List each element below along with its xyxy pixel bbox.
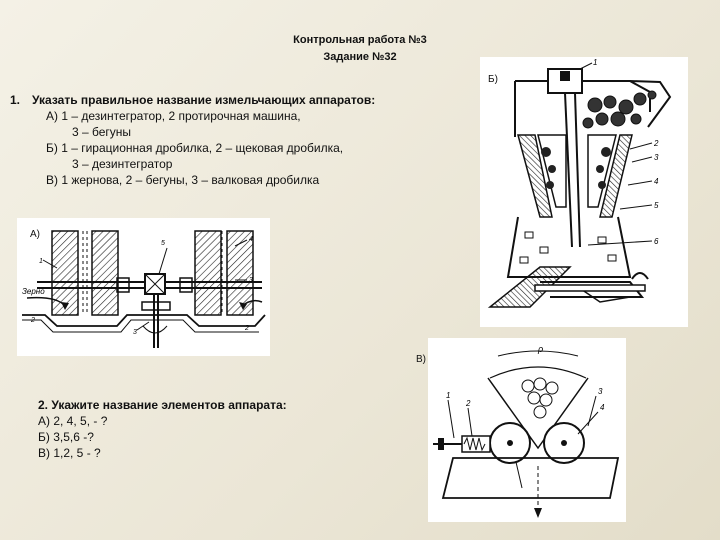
figure-a-number: 2 bbox=[245, 325, 249, 332]
question-1-prompt: Указать правильное название измельчающих аппаратов: bbox=[32, 93, 376, 107]
figure-v bbox=[416, 338, 626, 522]
figure-b bbox=[480, 57, 688, 327]
question-2-prompt: 2. Укажите название элементов аппарата: bbox=[38, 398, 287, 412]
q2-option-v: В) 1,2, 5 - ? bbox=[38, 446, 101, 460]
q2-option-b: Б) 3,5,6 -? bbox=[38, 430, 94, 444]
figure-a bbox=[17, 218, 270, 356]
figure-b-number: 3 bbox=[654, 153, 659, 162]
figure-b-number: 5 bbox=[654, 201, 659, 210]
figure-v-number: 4 bbox=[600, 403, 605, 412]
figure-b-number: 4 bbox=[654, 177, 659, 186]
figure-a-label: А) bbox=[30, 229, 40, 240]
q1-option-b: Б) 1 – гирационная дробилка, 2 – щековая дробилка, bbox=[46, 141, 344, 155]
figure-v-rho-label: ρ bbox=[538, 344, 544, 354]
figure-b-number: 1 bbox=[593, 58, 598, 67]
page-title: Контрольная работа №3 bbox=[293, 34, 427, 46]
figure-b-drawing bbox=[480, 57, 688, 327]
question-1 bbox=[10, 92, 375, 188]
figure-b-number: 6 bbox=[654, 237, 659, 246]
figure-a-number: 3 bbox=[249, 277, 253, 284]
figure-a-number: 3 bbox=[133, 329, 137, 336]
question-2 bbox=[38, 397, 287, 461]
figure-a-number: 2 bbox=[31, 317, 35, 324]
figure-a-grain-label: Зерно bbox=[22, 287, 45, 296]
figure-v-number: 3 bbox=[598, 387, 603, 396]
q1-option-b-cont: 3 – дезинтегратор bbox=[72, 157, 173, 171]
q1-option-a-cont: 3 – бегуны bbox=[72, 125, 132, 139]
question-1-number: 1. bbox=[10, 93, 21, 107]
figure-v-number: 1 bbox=[446, 391, 451, 400]
figure-a-drawing bbox=[17, 218, 270, 356]
figure-a-number: 4 bbox=[249, 236, 253, 243]
figure-b-number: 2 bbox=[654, 139, 659, 148]
figure-v-drawing bbox=[428, 338, 626, 522]
q2-option-a: А) 2, 4, 5, - ? bbox=[38, 414, 108, 428]
figure-a-number: 5 bbox=[161, 240, 165, 247]
figure-v-number: 2 bbox=[466, 399, 471, 408]
q1-option-a: А) 1 – дезинтегратор, 2 протирочная машина, bbox=[46, 109, 301, 123]
figure-v-label: В) bbox=[416, 354, 426, 365]
page-subtitle: Задание №32 bbox=[323, 51, 397, 63]
q1-option-v: В) 1 жернова, 2 – бегуны, 3 – валковая дробилка bbox=[46, 173, 320, 187]
figure-a-number: 1 bbox=[39, 258, 43, 265]
figure-b-label: Б) bbox=[488, 74, 498, 85]
